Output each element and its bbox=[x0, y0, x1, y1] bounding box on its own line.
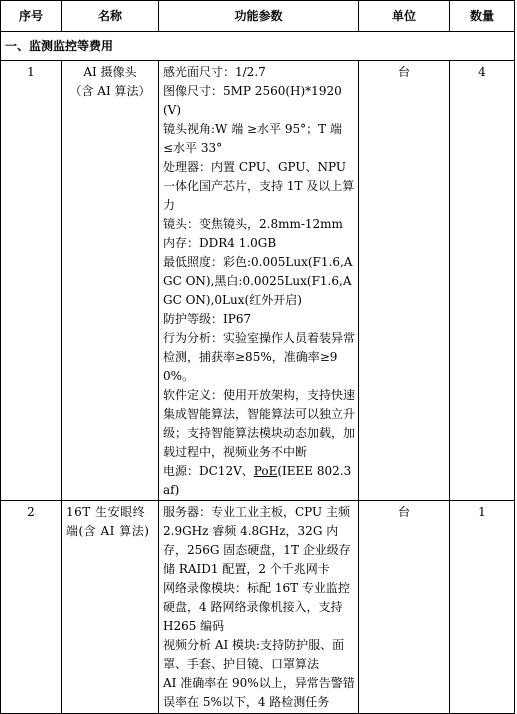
header-params: 功能参数 bbox=[159, 1, 359, 32]
header-seq: 序号 bbox=[1, 1, 62, 32]
param-line: 处理器：内置 CPU、GPU、NPU 一体化国产芯片，支持 1T 及以上算力 bbox=[163, 160, 355, 212]
header-name: 名称 bbox=[62, 1, 159, 32]
row-seq: 1 bbox=[1, 61, 62, 501]
param-line: AI 准确率在 90%以上，异常告警错误率在 5%以下，4 路检测任务 bbox=[163, 676, 355, 709]
row-unit: 台 bbox=[359, 501, 450, 714]
param-line: 网络录像模块：标配 16T 专业监控硬盘，4 路网络录像机接入，支持 H265 编码 bbox=[163, 581, 350, 633]
param-line: 视频分析 AI 模块:支持防护服、面罩、手套、护目镜、口罩算法 bbox=[163, 638, 345, 671]
param-line: 镜头视角:W 端 ≥水平 95°；T 端 ≤水平 33° bbox=[163, 122, 342, 155]
row-qty: 4 bbox=[450, 61, 515, 501]
row-name-line: AI 摄像头 bbox=[83, 65, 137, 79]
header-qty: 数量 bbox=[450, 1, 515, 32]
section-title: 一、监测监控等费用 bbox=[1, 32, 515, 61]
power-suffix: (IEEE 802.3af) bbox=[163, 464, 352, 497]
row-name: 16T 生安眼终端(含 AI 算法) bbox=[62, 501, 159, 714]
param-line: 行为分析：实验室操作人员着装异常检测，捕获率≥85%，准确率≥90%。 bbox=[163, 331, 356, 383]
param-line: 感光面尺寸：1/2.7 bbox=[163, 65, 266, 79]
param-line: 软件定义：使用开放架构，支持快速集成智能算法，智能算法可以独立升级；支持智能算法模块动态加载，加载过程中，视频业务不中断 bbox=[163, 388, 356, 459]
param-line: 内存：DDR4 1.0GB bbox=[163, 236, 277, 250]
param-line: 图像尺寸：5MP 2560(H)*1920(V) bbox=[163, 84, 342, 117]
header-unit: 单位 bbox=[359, 1, 450, 32]
power-poe: PoE bbox=[253, 464, 278, 478]
row-params bbox=[159, 61, 359, 501]
section-row bbox=[1, 32, 515, 61]
row-params bbox=[159, 501, 359, 714]
row-unit: 台 bbox=[359, 61, 450, 501]
table-row bbox=[1, 61, 515, 501]
row-seq: 2 bbox=[1, 501, 62, 714]
param-line-power bbox=[163, 462, 355, 500]
power-prefix: 电源：DC12V、 bbox=[163, 464, 254, 478]
param-line: 防护等级：IP67 bbox=[163, 312, 252, 326]
table-row bbox=[1, 501, 515, 714]
row-name-line: （含 AI 算法） bbox=[69, 84, 151, 98]
param-line: 服务器：专业工业主板，CPU 主频 2.9GHz 睿频 4.8GHz，32G 内存，256G 固态硬盘，1T 企业级存储 RAID1 配置，2 个千兆网卡 bbox=[163, 505, 351, 576]
table-header-row bbox=[1, 1, 515, 32]
row-qty: 1 bbox=[450, 501, 515, 714]
param-line: 最低照度：彩色:0.005Lux(F1.6,AGC ON),黑白:0.0025Lux(F1.6,AGC ON),0Lux(红外开启) bbox=[163, 255, 353, 307]
param-line: 镜头：变焦镜头，2.8mm-12mm bbox=[163, 217, 343, 231]
row-name bbox=[62, 61, 159, 501]
